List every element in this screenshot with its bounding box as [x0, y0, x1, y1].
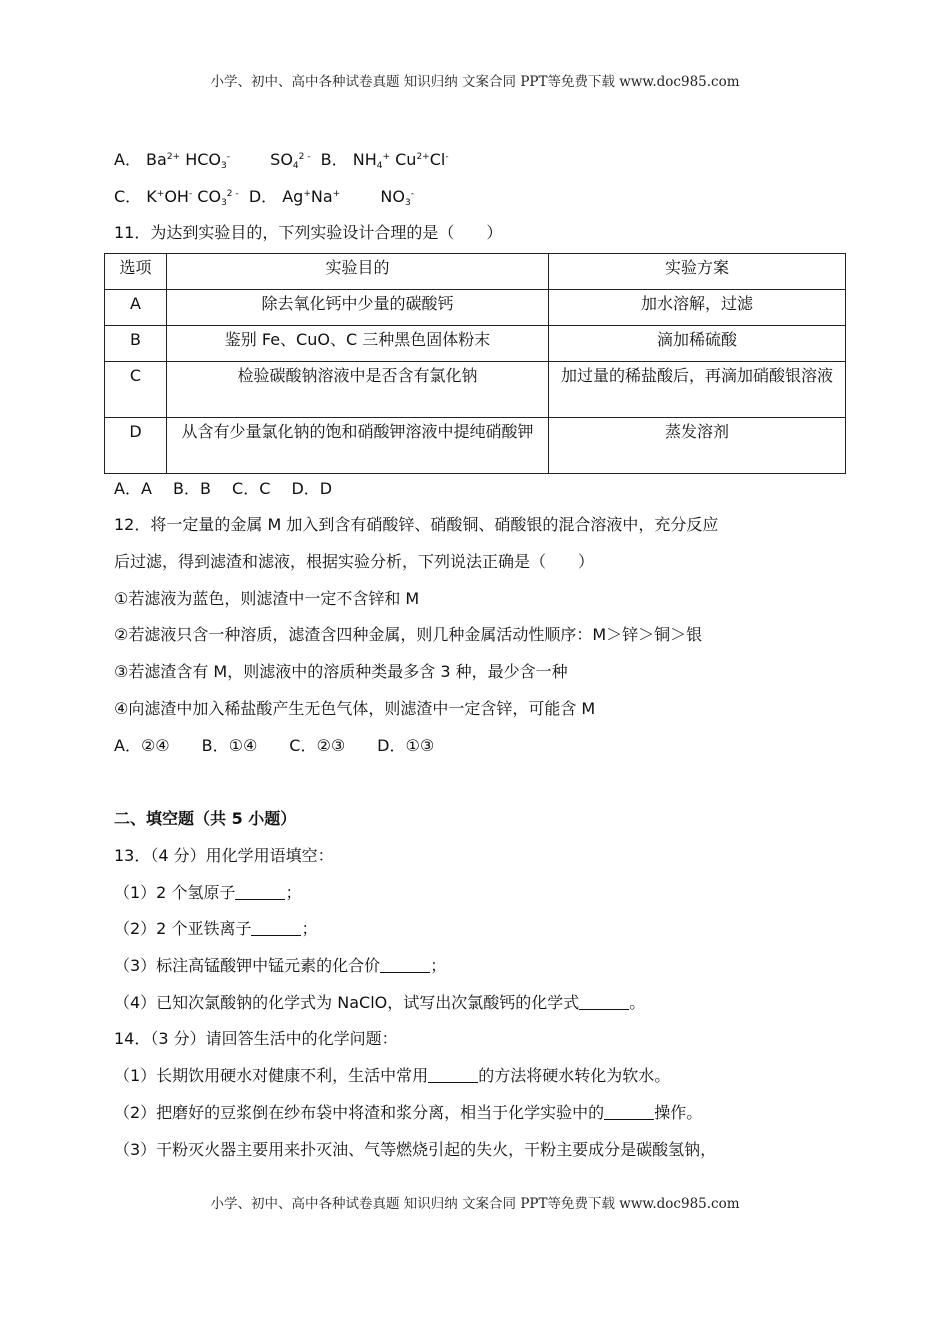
q10-a-ion-3: $SO_4^{2 -}$: [270, 150, 311, 171]
q13-stem: 13．（4 分）用化学用语填空：: [114, 846, 334, 865]
q13-part-3: （3）标注高锰酸钾中锰元素的化合价 ；: [114, 956, 447, 975]
table-cell: 从含有少量氯化钠的饱和硝酸钾溶液中提纯硝酸钾: [167, 418, 549, 474]
answer-blank[interactable]: [604, 1105, 654, 1120]
table-cell: B: [105, 326, 167, 362]
q10-c-ion-3: $CO_3^{2 -}$: [197, 187, 239, 208]
q13-part-1: （1）2 个氢原子 ；: [114, 883, 302, 902]
q14-stem: 14．（3 分）请回答生活中的化学问题：: [114, 1029, 398, 1048]
table-cell: 检验碳酸钠溶液中是否含有氯化钠: [167, 362, 549, 418]
page-header: 小学、初中、高中各种试卷真题 知识归纳 文案合同 PPT等免费下载 www.doc985.com: [210, 74, 740, 90]
q12-statement-4: ④向滤渣中加入稀盐酸产生无色气体，则滤渣中一定含锌，可能含 M: [114, 699, 596, 718]
q12-stem-line-1: 12．将一定量的金属 M 加入到含有硝酸锌、硝酸铜、硝酸银的混合溶液中，充分反应: [114, 515, 719, 534]
q10-options-ab: A． $Ba^{2+}$ $HCO_3^-$ $SO_4^{2 -}$ B． $NH_4^+$ $Cu^{2+}Cl^-$: [114, 150, 449, 171]
table-cell: C: [105, 362, 167, 418]
answer-blank[interactable]: [579, 995, 629, 1010]
q10-c-ion-1: K+: [146, 187, 165, 206]
table-row: [105, 326, 846, 362]
q10-c-ion-2: OH-: [164, 187, 193, 206]
section-title: 二、填空题（共 5 小题）: [114, 809, 297, 828]
q12-options: A．②④ B．①④ C．②③ D．①③: [114, 736, 435, 755]
q10-b-ion-2: $Cu^{2+}$: [395, 150, 430, 169]
table-header-cell: 选项: [105, 254, 167, 290]
page-footer: 小学、初中、高中各种试卷真题 知识归纳 文案合同 PPT等免费下载 www.doc985.com: [210, 1196, 740, 1212]
table-header-row: [105, 254, 846, 290]
table-row: [105, 362, 846, 418]
table-header-cell: 实验目的: [167, 254, 549, 290]
q12-statement-2: ②若滤液只含一种溶质，滤渣含四种金属，则几种金属活动性顺序：M＞锌＞铜＞银: [114, 625, 703, 644]
table-cell: 加水溶解，过滤: [549, 290, 846, 326]
table-header-cell: 实验方案: [549, 254, 846, 290]
q13-part-2: （2）2 个亚铁离子 ；: [114, 919, 318, 938]
q10-d-ion-2: Na+: [310, 187, 341, 206]
q11-options: A．A B．B C．C D．D: [114, 479, 333, 498]
table-cell: 除去氧化钙中少量的碳酸钙: [167, 290, 549, 326]
q11-table: [104, 253, 846, 474]
q10-b-ion-3: Cl-: [429, 150, 449, 169]
q12-stem-line-2: 后过滤，得到滤渣和滤液，根据实验分析，下列说法正确是（ ）: [114, 552, 595, 571]
answer-blank[interactable]: [428, 1068, 478, 1083]
q14-part-1: （1）长期饮用硬水对健康不利，生活中常用 的方法将硬水转化为软水。: [114, 1066, 671, 1085]
q12-statement-3: ③若滤渣含有 M，则滤液中的溶质种类最多含 3 种，最少含一种: [114, 662, 568, 681]
q10-d-ion-3: $NO_3^-$: [380, 187, 414, 208]
q10-a-ion-2: $HCO_3^-$: [185, 150, 230, 171]
table-cell: A: [105, 290, 167, 326]
q13-part-4: （4）已知次氯酸钠的化学式为 NaClO，试写出次氯酸钙的化学式 。: [114, 993, 646, 1012]
table-cell: 加过量的稀盐酸后，再滴加硝酸银溶液: [549, 362, 846, 418]
table-row: [105, 290, 846, 326]
answer-blank[interactable]: [235, 885, 285, 900]
q10-options-cd: C． K+OH- $CO_3^{2 -}$ D． Ag+Na+ $NO_3^-$: [114, 187, 414, 208]
q14-part-3: （3）干粉灭火器主要用来扑灭油、气等燃烧引起的失火，干粉主要成分是碳酸氢钠，: [114, 1140, 717, 1159]
q10-a-ion-1: $Ba^{2+}$: [146, 150, 181, 169]
q10-d-ion-1: Ag+: [282, 187, 311, 206]
q12-statement-1: ①若滤液为蓝色，则滤渣中一定不含锌和 M: [114, 589, 420, 608]
answer-blank[interactable]: [251, 921, 301, 936]
table-cell: 蒸发溶剂: [549, 418, 846, 474]
answer-blank[interactable]: [380, 958, 430, 973]
table-cell: D: [105, 418, 167, 474]
table-cell: 滴加稀硫酸: [549, 326, 846, 362]
q14-part-2: （2）把磨好的豆浆倒在纱布袋中将渣和浆分离，相当于化学实验中的 操作。: [114, 1103, 703, 1122]
table-row: [105, 418, 846, 474]
q11-stem: 11．为达到实验目的，下列实验设计合理的是（ ）: [114, 223, 503, 242]
table-cell: 鉴别 Fe、CuO、C 三种黑色固体粉末: [167, 326, 549, 362]
q10-b-ion-1: $NH_4^+$: [352, 150, 391, 171]
